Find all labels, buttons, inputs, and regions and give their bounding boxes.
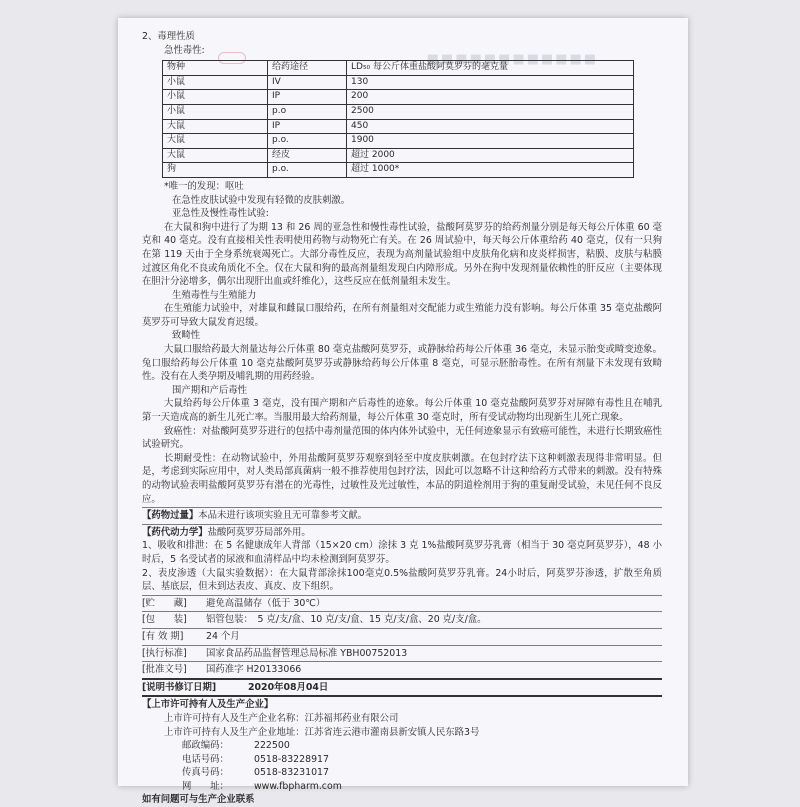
acute-skin-text: 在急性皮肤试验中发现有轻微的皮肤刺激。 — [172, 194, 351, 206]
field-value: 国药准字 H20133066 — [206, 664, 302, 676]
postal-code-row — [142, 739, 662, 753]
field-key: [执行标准] — [142, 647, 187, 659]
leaflet-content — [142, 30, 662, 807]
table-row — [163, 134, 634, 149]
carcinogenicity-text: 致癌性：对盐酸阿莫罗芬进行的包括中毒剂量范围的体内体外试验中，无任何迹象显示有致癌可能性，未进行长期致癌性试验研究。 — [142, 425, 662, 451]
divider — [142, 628, 662, 629]
field-value: 国家食品药品监督管理总局标准 YBH00752013 — [206, 647, 408, 659]
holder-address-row — [142, 726, 662, 740]
field-key: [包 装] — [142, 614, 187, 626]
table-cell: 超过 2000 — [347, 148, 634, 163]
divider — [142, 595, 662, 596]
pk-text: 盐酸阿莫罗芬局部外用。 — [207, 526, 311, 538]
phone-row — [142, 753, 662, 767]
section-title-toxicology: 2、毒理性质 — [142, 31, 195, 42]
header-species: 物种 — [163, 61, 268, 76]
field-value: 铝管包装： 5 克/支/盒、10 克/支/盒、15 克/支/盒、20 克/支/盒。 — [206, 614, 487, 626]
header-ld50: LD₅₀ 每公斤体重盐酸阿莫罗芬的毫克量 — [347, 61, 634, 76]
table-row — [163, 75, 634, 90]
reproductive-label: 生殖毒性与生殖能力 — [172, 289, 257, 301]
table-cell: IV — [268, 75, 347, 90]
subacute-label: 亚急性及慢性毒性试验: — [172, 208, 269, 220]
holder-address-value: 江苏省连云港市灌南县新安镇人民东路3号 — [304, 726, 480, 738]
overdose-label: 【药物过量】 — [142, 510, 199, 522]
ld50-table — [162, 60, 634, 178]
pk-absorption-text: 1、吸收和排泄：在 5 名健康成年人背部（15×20 cm）涂抹 3 克 1%盐酸阿莫罗芬乳膏（相当于 30 毫克阿莫罗芬），48 小时后，5 名受试者的尿液和血清样品中均未检测到阿莫罗芬。 — [142, 540, 662, 565]
overdose-section — [142, 509, 662, 523]
table-cell: 450 — [347, 119, 634, 134]
table-cell: 狗 — [163, 163, 268, 178]
table-cell: 130 — [347, 75, 634, 90]
contact-footer: 如有问题可与生产企业联系 — [142, 794, 255, 806]
field-value: 24 个月 — [206, 630, 240, 642]
standard-field — [142, 647, 662, 661]
divider — [142, 524, 662, 525]
table-cell: 大鼠 — [163, 119, 268, 134]
acute-toxicity-label: 急性毒性: — [164, 44, 205, 56]
divider — [142, 645, 662, 646]
holder-name-value: 江苏福邦药业有限公司 — [304, 712, 399, 724]
table-cell: 2500 — [347, 104, 634, 119]
contact-key: 网 址： — [182, 780, 229, 792]
divider-bold — [142, 678, 662, 680]
holder-name-key: 上市许可持有人及生产企业名称： — [164, 712, 305, 724]
shelf-life-field — [142, 630, 662, 644]
fax-row — [142, 766, 662, 780]
table-cell: 1900 — [347, 134, 634, 149]
table-cell: 小鼠 — [163, 75, 268, 90]
divider-bold — [142, 695, 662, 697]
pk-label: 【药代动力学】 — [142, 526, 208, 538]
contact-key: 邮政编码： — [182, 740, 229, 752]
teratogenicity-text: 大鼠口服给药最大剂量达每公斤体重 80 毫克盐酸阿莫罗芬，或静脉给药每公斤体重 36 毫克，未显示胎变或畸变迹象。兔口服给药每公斤体重 10 毫克盐酸阿莫罗芬或静脉给药每公斤体重 8 毫克，可显示胚胎毒性。在所有剂量下未发现有致畸性。没有在人类孕期及哺乳期的用药经验。 — [142, 344, 662, 383]
divider — [142, 507, 662, 508]
overdose-text: 本品未进行该项实验且无可靠参考文献。 — [198, 510, 368, 522]
perinatal-label: 围产期和产后毒性 — [172, 384, 248, 396]
table-row — [163, 163, 634, 178]
pk-section — [142, 526, 662, 540]
table-row — [163, 148, 634, 163]
table-row — [163, 90, 634, 105]
field-key: [有 效 期] — [142, 630, 184, 642]
table-cell: IP — [268, 119, 347, 134]
table-cell: IP — [268, 90, 347, 105]
table-cell: p.o — [268, 104, 347, 119]
table-row — [163, 104, 634, 119]
holder-address-key: 上市许可持有人及生产企业地址： — [164, 726, 305, 738]
table-footnote: *唯一的发现：呕吐 — [164, 180, 244, 192]
field-key: [说明书修订日期] — [142, 681, 217, 693]
contact-value: 222500 — [254, 740, 290, 752]
leaflet-paper — [118, 18, 688, 806]
contact-value: 0518-83228917 — [254, 753, 329, 765]
header-route: 给药途径 — [268, 61, 347, 76]
table-cell: 小鼠 — [163, 104, 268, 119]
table-cell: 200 — [347, 90, 634, 105]
pk-penetration-text: 2、表皮渗透（大鼠实验数据）：在大鼠背部涂抹100毫克0.5%盐酸阿莫罗芬乳膏。24小时后，阿莫罗芬渗透，扩散至角质层、基底层，但未到达表皮、真皮、皮下组织。 — [142, 567, 662, 593]
bleed-through-text: ■■■■■■■■■■■■ — [424, 52, 596, 67]
approval-number-field — [142, 663, 662, 677]
table-cell: 经皮 — [268, 148, 347, 163]
field-key: [贮 藏] — [142, 597, 187, 609]
storage-field — [142, 597, 662, 611]
package-field — [142, 613, 662, 627]
contact-value: www.fbpharm.com — [254, 780, 342, 792]
table-cell: 大鼠 — [163, 148, 268, 163]
table-cell: p.o. — [268, 134, 347, 149]
perinatal-text: 大鼠给药每公斤体重 3 毫克，没有围产期和产后毒性的迹象。每公斤体重 10 毫克盐酸阿莫罗芬对屏障有毒性且在哺乳第一天造成高的新生儿死亡率。当服用最大给药剂量，每公斤体重 30 毫克时，所有受试动物均出现新生儿死亡现象。 — [142, 398, 662, 424]
divider — [142, 661, 662, 662]
holder-name-row — [142, 712, 662, 726]
table-cell: 大鼠 — [163, 134, 268, 149]
contact-value: 0518-83231017 — [254, 767, 329, 779]
holder-label: 【上市许可持有人及生产企业】 — [142, 699, 274, 711]
table-cell: 超过 1000* — [347, 163, 634, 178]
table-cell: p.o. — [268, 163, 347, 178]
field-value: 避免高温储存（低于 30℃） — [206, 597, 326, 609]
reproductive-text: 在生殖能力试验中，对雄鼠和雌鼠口服给药，在所有剂量组对交配能力或生殖能力没有影响。每公斤体重 35 毫克盐酸阿莫罗芬可导致大鼠发育迟缓。 — [142, 303, 662, 328]
long-term-tolerance-text: 长期耐受性：在动物试验中，外用盐酸阿莫罗芬观察到轻至中度皮肤刺激。在包封疗法下这种刺激表现得非常明显。但是，考虑到实际应用中，对人类局部真菌病一般不推荐使用包封疗法，因此可以忽略不计这种给药方式带来的刺激。没有特殊的动物试验表明盐酸阿莫罗芬有潜在的光毒性，过敏性及光过敏性，本品的阴道栓剂用于狗的重复耐受试验，未见任何不良反应。 — [142, 452, 662, 505]
teratogenicity-label: 致畸性 — [172, 330, 201, 342]
field-value: 2020年08月04日 — [248, 681, 329, 693]
website-row — [142, 780, 662, 794]
table-cell: 小鼠 — [163, 90, 268, 105]
table-row — [163, 119, 634, 134]
table-header-row — [163, 61, 634, 76]
subacute-text: 在大鼠和狗中进行了为期 13 和 26 周的亚急性和慢性毒性试验，盐酸阿莫罗芬的给药剂量分别是每天每公斤体重 60 毫克和 40 毫克。没有直接相关性表明使用药物与动物死亡有关。在 26 周试验中，每天每公斤体重给药 40 毫克，仅有一只狗在第 119 天由于全身系统衰竭死亡。大部分毒性反应，表现为高剂量试验组中皮肤角化病和皮炎样损害，粘膜、皮肤与粘膜过渡区角化不良或角质化不全。仅在大鼠和狗的最高剂量组发现白内障形成。另外在狗中发现剂量依赖性的肝反应（主要体现在胆汁分泌增多，偶尔出现肝出血或纤维化），这些反应在低剂量组未发生。 — [142, 221, 662, 288]
contact-key: 电话号码： — [182, 753, 229, 765]
contact-key: 传真号码： — [182, 767, 229, 779]
divider — [142, 611, 662, 612]
revision-date-field — [142, 681, 662, 695]
field-key: [批准文号] — [142, 664, 187, 676]
